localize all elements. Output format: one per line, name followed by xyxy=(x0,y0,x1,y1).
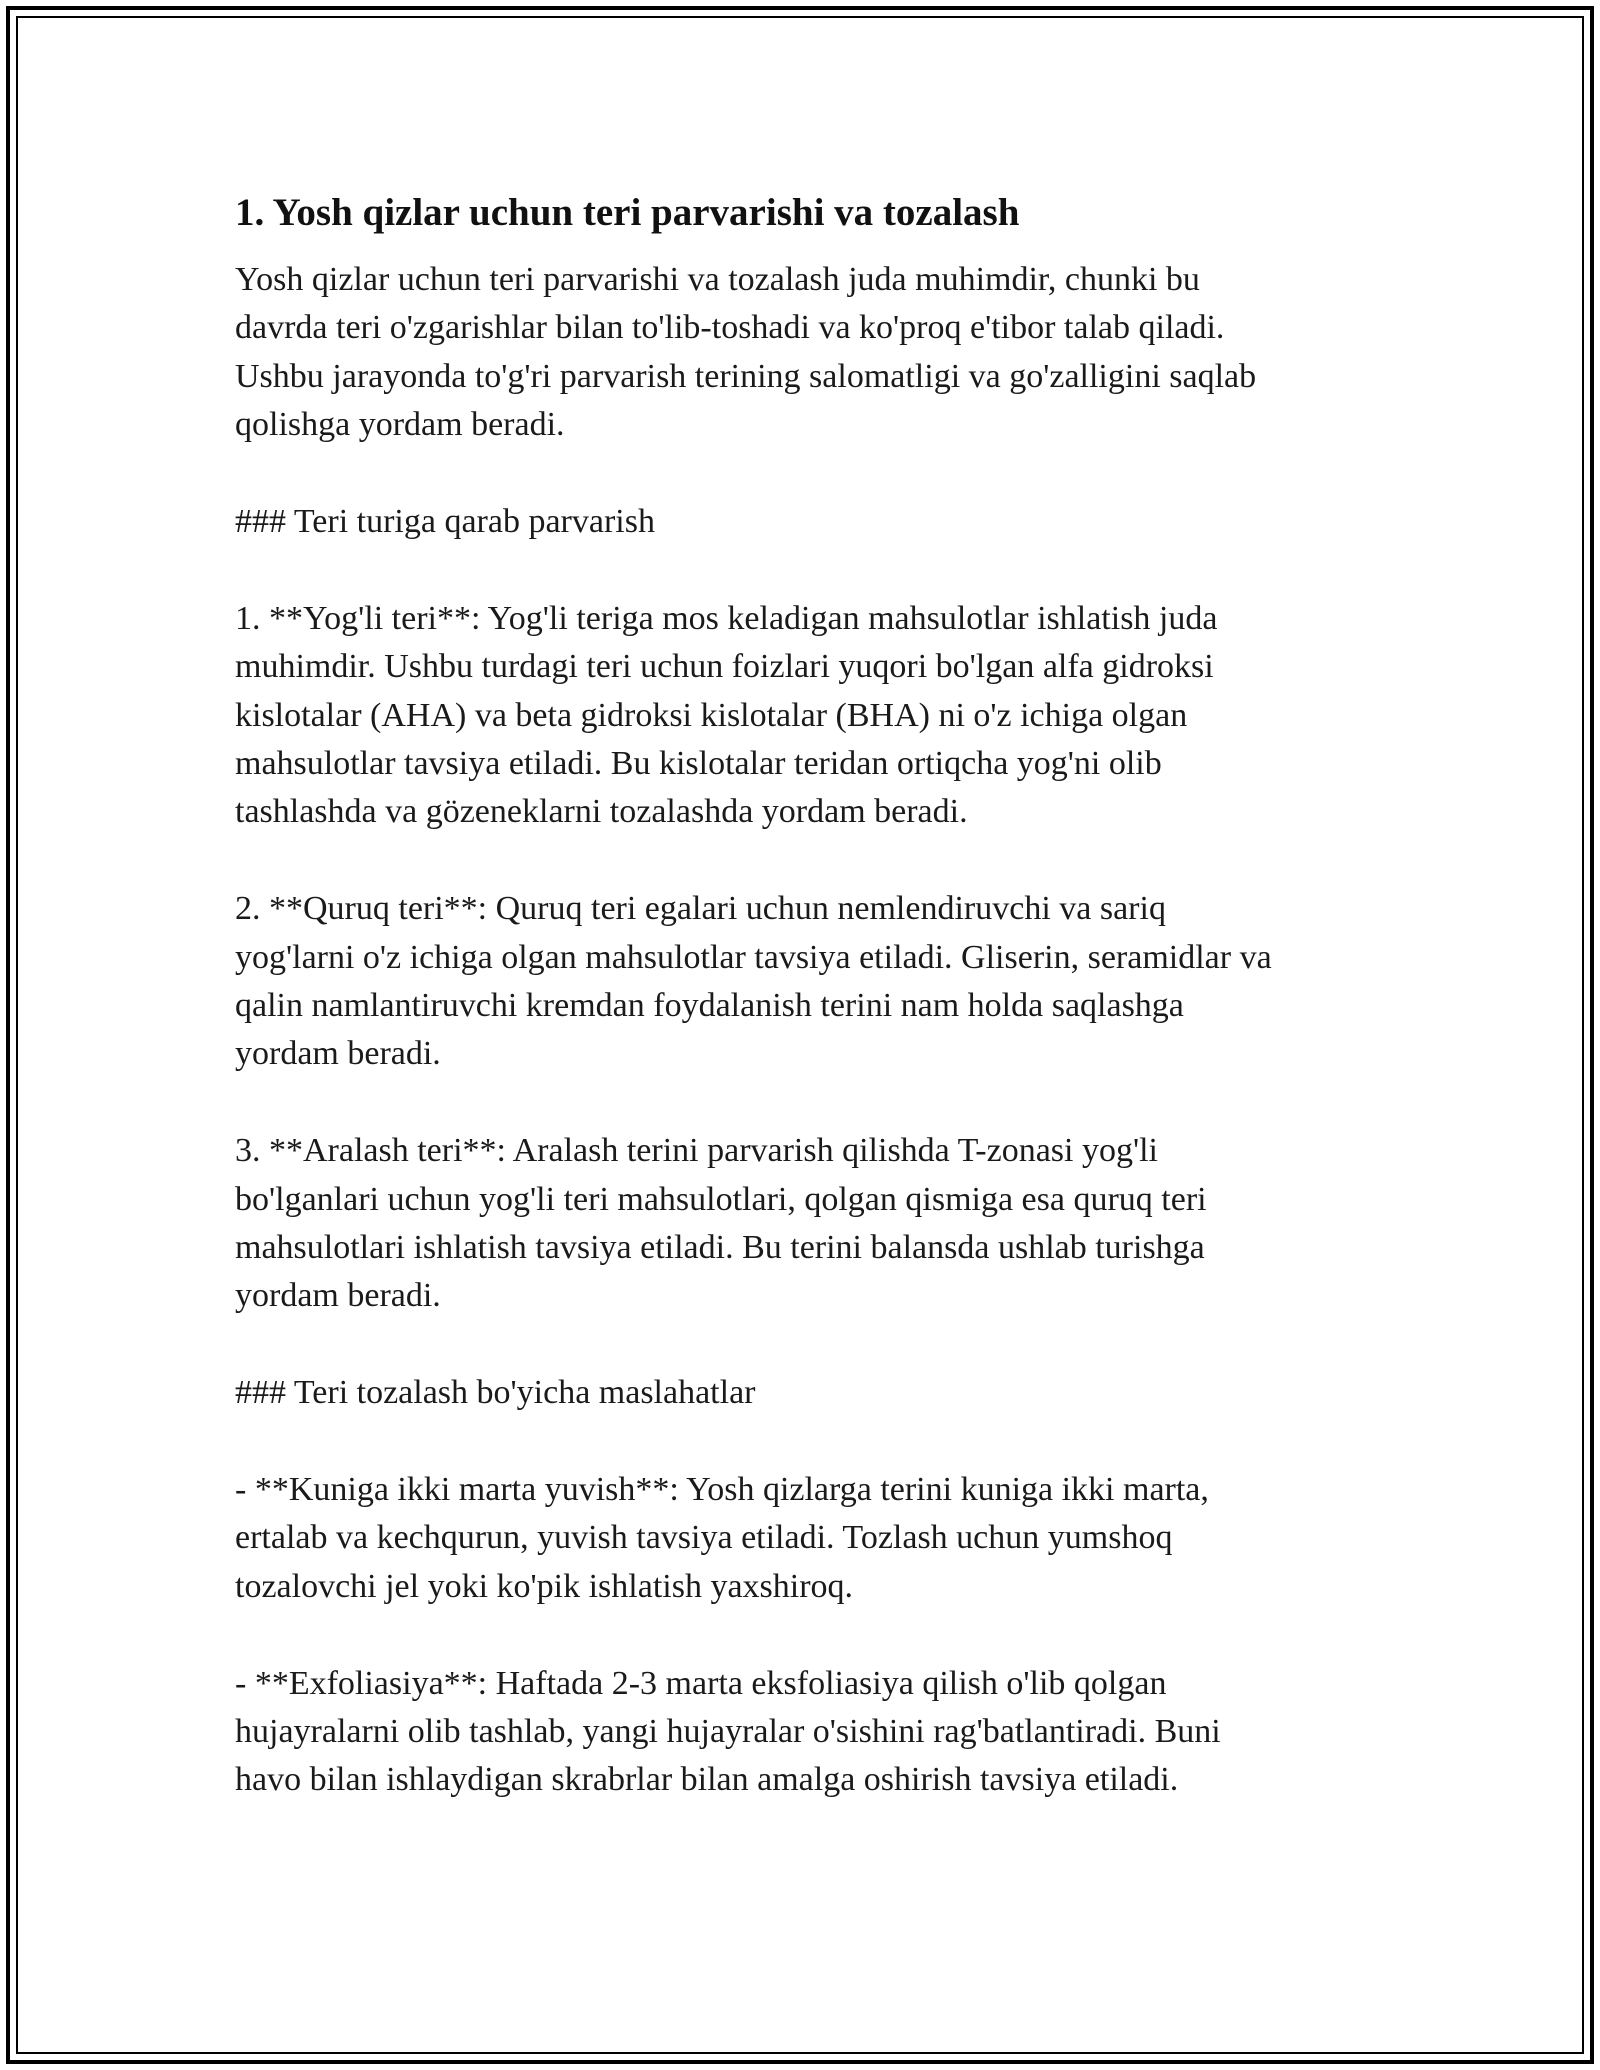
spacer xyxy=(235,242,1365,256)
list-item-oily-skin: 1. **Yog'li teri**: Yog'li teriga mos keladigan mahsulotlar ishlatish juda muhimdir. Ushbu turdagi teri uchun foizlari yuqori bo'lgan alfa gidroksi kislotalar (AHA) va beta gidroksi kislotalar (BHA) ni o'z ichiga olgan mahsulotlar tavsiya etiladi. Bu kislotalar teridan ortiqcha yog'ni olib tashlashda va gözeneklarni tozalashda yordam beradi. xyxy=(235,599,1218,831)
section-heading-skin-types: ### Teri turiga qarab parvarish xyxy=(235,503,655,541)
spacer xyxy=(235,1321,1365,1369)
intro-paragraph: Yosh qizlar uchun teri parvarishi va tozalash juda muhimdir, chunki bu davrda teri o'zgarishlar bilan to'lib-toshadi va ko'proq e'tibor talab qiladi. Ushbu jarayonda to'g'ri parvarish terining salomatligi va go'zalligini saqlab qolishga yordam beradi. xyxy=(235,261,1257,444)
section-heading-cleansing-tips: ### Teri tozalash bo'yicha maslahatlar xyxy=(235,1374,756,1412)
list-item-wash-twice: - **Kuniga ikki marta yuvish**: Yosh qizlarga terini kuniga ikki marta, ertalab va kechqurun, yuvish tavsiya etiladi. Tozlash uchun yumshoq tozalovchi jel yoki ko'pik ishlatish yaxshiroq. xyxy=(235,1471,1209,1605)
document-body xyxy=(235,184,1365,1805)
spacer xyxy=(235,450,1365,498)
list-item-exfoliation: - **Exfoliasiya**: Haftada 2-3 marta eksfoliasiya qilish o'lib qolgan hujayralarni olib tashlab, yangi hujayralar o'sishini rag'batlantiradi. Buni havo bilan ishlaydigan skrabrlar bilan amalga oshirish tavsiya etiladi. xyxy=(235,1664,1221,1799)
document-title: 1. Yosh qizlar uchun teri parvarishi va tozalash xyxy=(235,191,1020,234)
list-item-combination-skin: 3. **Aralash teri**: Aralash terini parvarish qilishda T-zonasi yog'li bo'lganlari uchun yog'li teri mahsulotlari, qolgan qismiga esa quruq teri mahsulotlari ishlatish tavsiya etiladi. Bu terini balansda ushlab turishga yordam beradi. xyxy=(235,1132,1207,1315)
spacer xyxy=(235,1418,1365,1466)
spacer xyxy=(235,1079,1365,1127)
spacer xyxy=(235,837,1365,885)
spacer xyxy=(235,546,1365,594)
list-item-dry-skin: 2. **Quruq teri**: Quruq teri egalari uchun nemlendiruvchi va sariq yog'larni o'z ichiga olgan mahsulotlar tavsiya etiladi. Gliserin, seramidlar va qalin namlantiruvchi kremdan foydalanish terini nam holda saqlashga yordam beradi. xyxy=(235,890,1272,1073)
spacer xyxy=(235,1611,1365,1659)
